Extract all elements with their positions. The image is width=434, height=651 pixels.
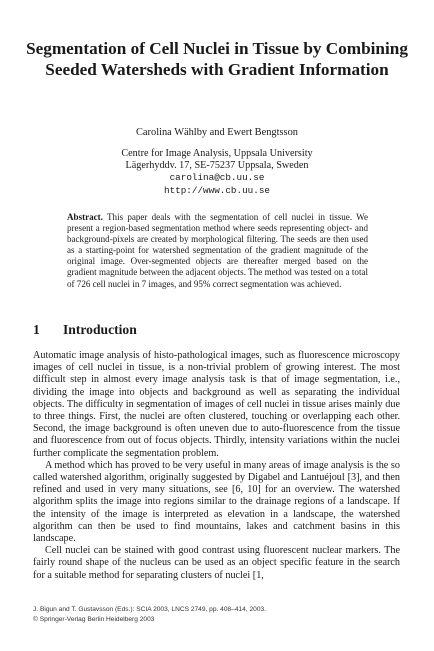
abstract-text: This paper deals with the segmentation of cell nuclei in tissue. We present a region-based segmentation method where seeds representing object- and background-pixels are created by morphological filtering. The seeds are then used as a starting-point for watershed segmentation of the gradient magnitude of the original image. Over-segmented objects are thereafter merged based on the gradient magnitude between the adjacent objects. The method was tested on a total of 726 cell nuclei in 7 images, and 95% correct segmentation was achieved. [67, 212, 368, 289]
abstract-label: Abstract. [67, 212, 103, 222]
institution-url[interactable]: http://www.cb.uu.se [163, 184, 270, 196]
affiliation-address: Lägerhyddv. 17, SE-75237 Uppsala, Sweden [125, 160, 309, 172]
affiliation-institution: Centre for Image Analysis, Uppsala University [121, 148, 313, 159]
body-text [33, 350, 400, 582]
paragraph-1: Automatic image analysis of histo-pathological images, such as fluorescence microscopy images of cell nuclei in tissue, is a non-trivial problem of growing interest. The most difficult step in almost every image analysis task is that of image segmentation, i.e., dividing the image into objects and background as well as separating the individual objects. The difficulty in segmentation of images of cell nuclei in tissue arises mainly due to three things. First, the nuclei are often clustered, touching or overlapping each other. Second, the image background is often uneven due to auto-fluorescence from the tissue and fluorescence from out of focus objects. Thirdly, intensity variations within the nuclei further complicate the segmentation problem. [33, 350, 400, 459]
section-title: Introduction [63, 322, 137, 337]
citation-line: J. Bigun and T. Gustavsson (Eds.): SCIA 2003, LNCS 2749, pp. 408–414, 2003. [33, 606, 267, 613]
section-heading [33, 322, 137, 338]
paragraph-2: A method which has proved to be very useful in many areas of image analysis is the so called watershed algorithm, originally suggested by Digabel and Lantuéjoul [3], and then refined and used in very many situations, see [6, 10] for an overview. The watershed algorithm splits the image into regions similar to the drainage regions of a landscape. If the intensity of the image is interpreted as elevation in a landscape, the watershed algorithm can then be used to find mountains, lakes and catchment basins in this landscape. [33, 459, 400, 545]
publication-footer [33, 605, 403, 625]
author-names: Carolina Wählby and Ewert Bengtsson [136, 127, 298, 138]
affiliation-block [20, 148, 414, 197]
paragraph-3: Cell nuclei can be stained with good contrast using fluorescent nuclear markers. The fairly round shape of the nucleus can be used as an object specific feature in the search for a suitable method for separating clusters of nuclei [1, [33, 545, 400, 581]
abstract-block [67, 212, 368, 290]
paper-title: Segmentation of Cell Nuclei in Tissue by Combining Seeded Watersheds with Gradient Information [26, 39, 408, 79]
author-email[interactable]: carolina@cb.uu.se [169, 172, 265, 184]
section-number: 1 [33, 322, 40, 337]
copyright-line: © Springer-Verlag Berlin Heidelberg 2003 [33, 616, 155, 623]
